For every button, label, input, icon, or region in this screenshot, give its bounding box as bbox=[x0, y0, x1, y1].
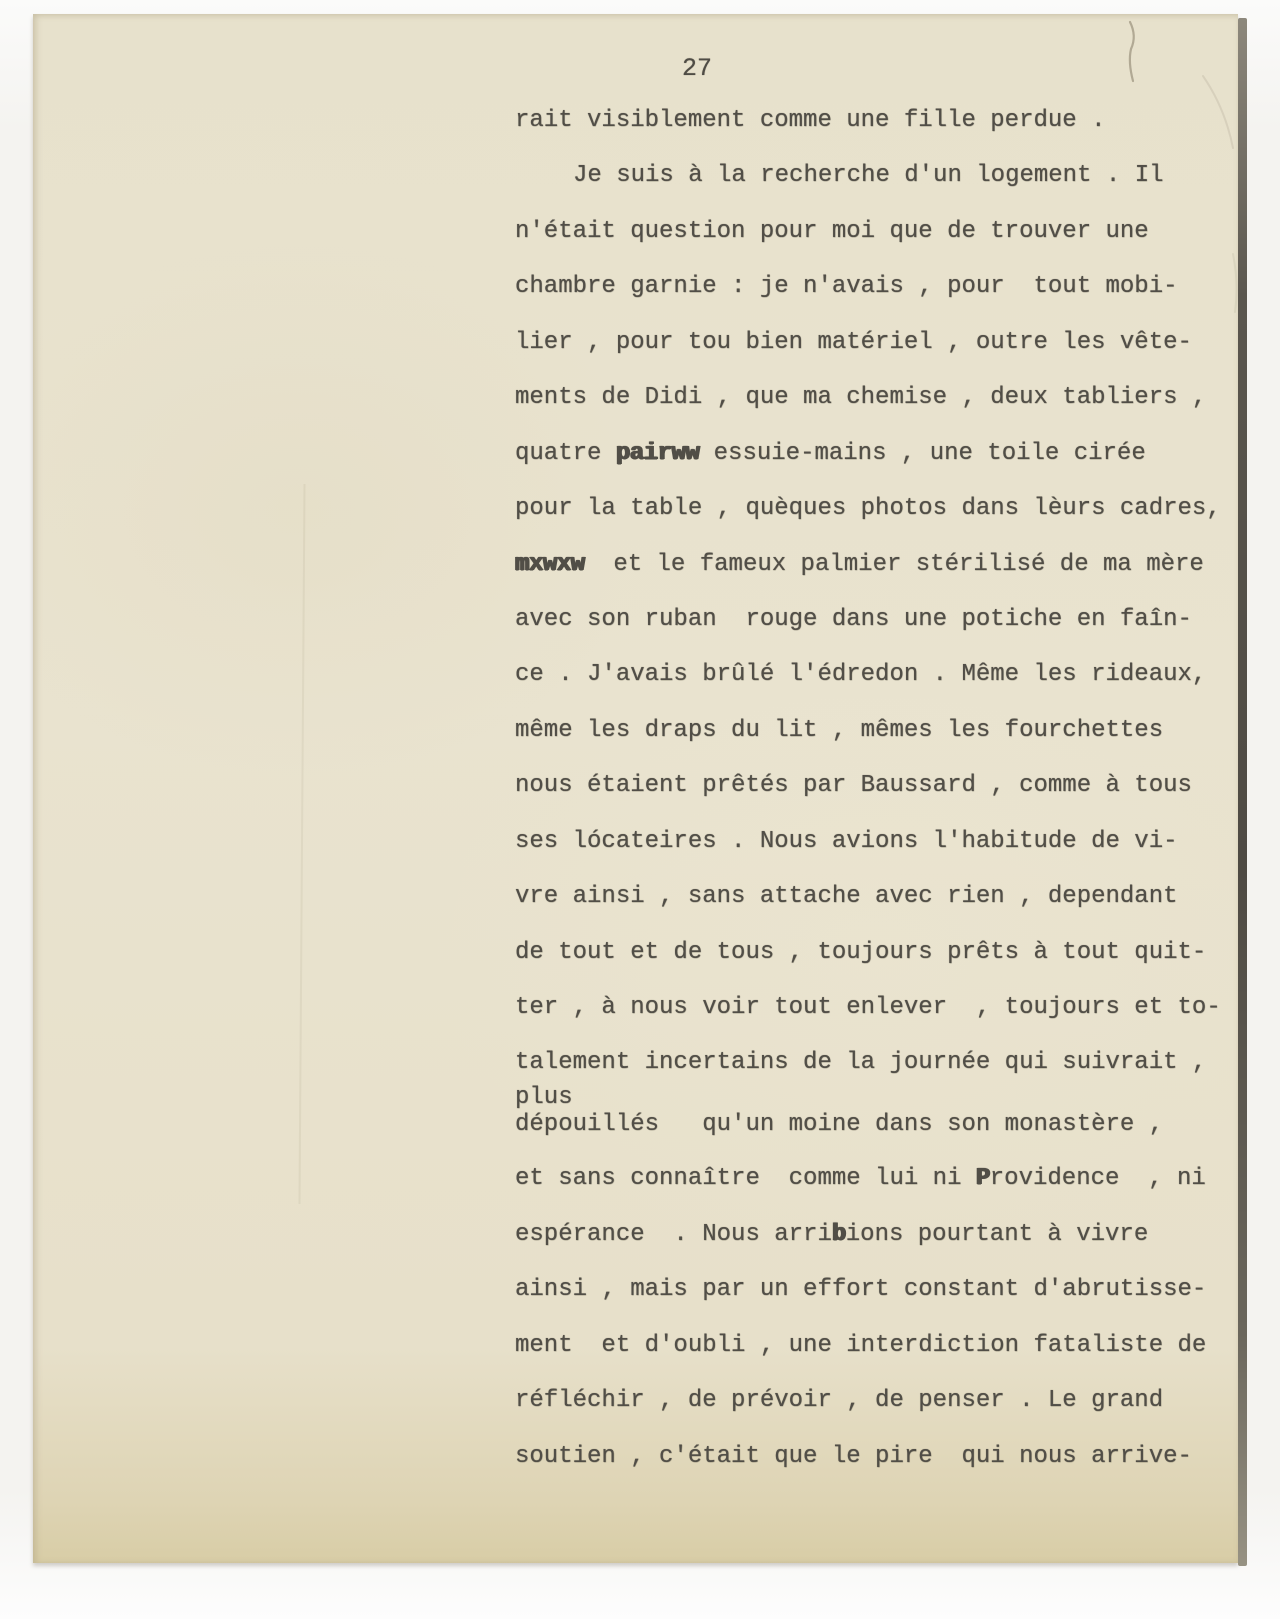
overtyped-correction: b bbox=[831, 1220, 846, 1248]
typed-text-block bbox=[515, 108, 1235, 1499]
typed-line: soutien , c'était que le pire qui nous arrive- bbox=[515, 1442, 1192, 1470]
overtyped-correction: mxwxw bbox=[515, 550, 585, 578]
typed-line: rait visiblement comme une fille perdue . bbox=[515, 107, 1106, 134]
typed-segment: espérance . Nous arri bbox=[515, 1220, 832, 1248]
typed-line: ses lócateires . Nous avions l'habitude de vi- bbox=[515, 827, 1178, 855]
typed-segment: quatre bbox=[515, 439, 616, 467]
typed-segment: et sans connaître comme lui ni bbox=[515, 1165, 976, 1193]
typed-line: Je suis à la recherche d'un logement . Il bbox=[573, 162, 1164, 190]
page-number: 27 bbox=[682, 54, 713, 83]
overtyped-correction: pairww bbox=[615, 439, 700, 467]
typed-line: ments de Didi , que ma chemise , deux tabliers , bbox=[515, 384, 1207, 412]
pencil-stroke-icon bbox=[1130, 22, 1134, 81]
paper-crease bbox=[298, 484, 305, 1204]
typed-line: réfléchir , de prévoir , de penser . Le grand bbox=[515, 1387, 1164, 1415]
typed-line: vre ainsi , sans attache avec rien , dependant bbox=[515, 883, 1178, 911]
manuscript-page bbox=[33, 14, 1238, 1563]
typed-segment: ions pourtant à vivre bbox=[845, 1220, 1149, 1248]
typed-line bbox=[515, 1166, 1235, 1221]
typed-segment: essuie-mains , une toile cirée bbox=[699, 439, 1146, 467]
typed-line: ainsi , mais par un effort constant d'abrutisse- bbox=[515, 1276, 1207, 1304]
typed-segment: et le fameux palmier stérilisé de ma mère bbox=[584, 550, 1204, 578]
typed-line: ter , à nous voir tout enlever , toujours et to- bbox=[515, 994, 1221, 1021]
typed-line: n'était question pour moi que de trouver une bbox=[515, 217, 1149, 245]
typed-line: nous étaient prêtés par Baussard , comme à tous bbox=[515, 772, 1192, 800]
typed-line: de tout et de tous , toujours prêts à tout quit- bbox=[515, 938, 1207, 966]
typed-line bbox=[515, 552, 1235, 607]
typed-line: talement incertains de la journée qui suivrait , bbox=[515, 1049, 1207, 1077]
typed-segment: rovidence , ni bbox=[989, 1165, 1206, 1193]
typed-line: même les draps du lit , mêmes les fourchettes bbox=[515, 716, 1164, 744]
typed-line: ment et d'oubli , une interdiction fataliste de bbox=[515, 1331, 1207, 1359]
typed-line: dépouillés qu'un moine dans son monastère , bbox=[515, 1111, 1164, 1139]
typed-line: ce . J'avais brûlé l'édredon . Même les rideaux, bbox=[515, 661, 1207, 689]
typed-line bbox=[515, 441, 1235, 496]
typed-line: chambre garnie : je n'avais , pour tout mobi- bbox=[515, 273, 1178, 301]
typed-line: avec son ruban rouge dans une potiche en faîn- bbox=[515, 605, 1192, 633]
typed-line: plus bbox=[515, 1084, 573, 1112]
overtyped-correction: P bbox=[975, 1165, 990, 1193]
typed-line bbox=[515, 1222, 1235, 1277]
typed-line: lier , pour tou bien matériel , outre les vête- bbox=[515, 328, 1192, 356]
typed-line: pour la table , quèques photos dans lèurs cadres, bbox=[515, 495, 1221, 523]
